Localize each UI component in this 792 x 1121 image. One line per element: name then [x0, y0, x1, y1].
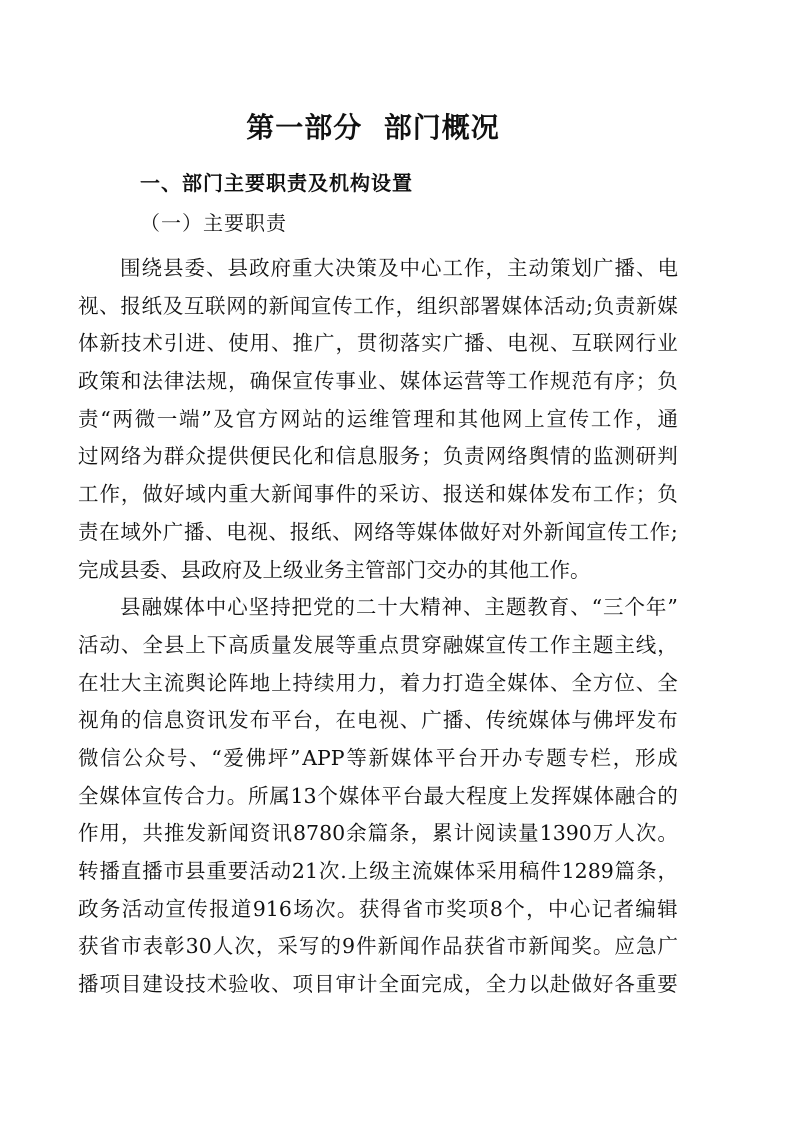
text-line: 工 作 ， 做 好 域 内 重 大 新 闻 事 件 的 采 访 、 报 送 和 媒 体 发 布 工 作 ； 负: [78, 482, 678, 507]
text-line: 获 省 市 表 彰 30 人 次 ， 采 写 的 9 件 新 闻 作 品 获 省 市 新 闻 奖 。 应 急 广: [78, 934, 678, 959]
text-line: 播 项 目 建 设 技 术 验 收 、 项 目 审 计 全 面 完 成 ， 全 力 以 赴 做 好 各 重 要: [78, 972, 678, 997]
subsection-heading: （一）主要职责: [140, 211, 287, 235]
section-heading: 一、部门主要职责及机构设置: [140, 171, 413, 195]
text-line: 体 新 技 术 引 进 、 使 用 、 推 广 ， 贯 彻 落 实 广 播 、 电 视 、 互 联 网 行 业: [78, 331, 678, 356]
text-line: 县 融 媒 体 中 心 坚 持 把 党 的 二 十 大 精 神 、 主 题 教 育 、 “ 三 个 年 ”: [120, 595, 678, 620]
text-line: 活 动 、 全 县 上 下 高 质 量 发 展 等 重 点 贯 穿 融 媒 宣 传 工 作 主 题 主 线 ，: [78, 632, 678, 657]
text-line: 过 网 络 为 群 众 提 供 便 民 化 和 信 息 服 务 ； 负 责 网 络 舆 情 的 监 测 研 判: [78, 444, 678, 469]
text-line: 转 播 直 播 市 县 重 要 活 动 21 次 . 上 级 主 流 媒 体 采 用 稿 件 1289 篇 条 ，: [78, 859, 678, 883]
text-line: 政 务 活 动 宣 传 报 道 916 场 次 。 获 得 省 市 奖 项 8 个 ， 中 心 记 者 编 辑: [78, 896, 678, 921]
text-line: 完 成 县 委 、 县 政 府 及 上 级 业 务 主 管 部 门 交 办 的 其 他 工 作 。: [78, 557, 591, 582]
text-line: 责 在 域 外 广 播 、 电 视 、 报 纸 、 网 络 等 媒 体 做 好 对 外 新 闻 宣 传 工 作 ;: [78, 519, 678, 544]
text-line: 微 信 公 众 号 、 “ 爱 佛 坪 ” APP 等 新 媒 体 平 台 开 办 专 题 专 栏 ， 形 成: [78, 745, 678, 770]
text-line: 政 策 和 法 律 法 规 ， 确 保 宣 传 事 业 、 媒 体 运 营 等 工 作 规 范 有 序 ； 负: [78, 369, 678, 394]
body-text: [78, 252, 678, 1006]
page-title: 第一部分 部门概况: [246, 111, 500, 144]
text-line: 视 角 的 信 息 资 讯 发 布 平 台 ， 在 电 视 、 广 播 、 传 统 媒 体 与 佛 坪 发 布: [78, 708, 678, 733]
text-line: 全 媒 体 宣 传 合 力 。 所 属 13 个 媒 体 平 台 最 大 程 度 上 发 挥 媒 体 融 合 的: [78, 783, 678, 808]
text-line: 在 壮 大 主 流 舆 论 阵 地 上 持 续 用 力 ， 着 力 打 造 全 媒 体 、 全 方 位 、 全: [78, 670, 678, 695]
text-line: 视 、 报 纸 及 互 联 网 的 新 闻 宣 传 工 作 ， 组 织 部 署 媒 体 活 动 ; 负 责 新 媒: [78, 293, 678, 318]
text-line: 围 绕 县 委 、 县 政 府 重 大 决 策 及 中 心 工 作 ， 主 动 策 划 广 播 、 电: [120, 256, 678, 280]
text-line: 责 “ 两 微 一 端 ” 及 官 方 网 站 的 运 维 管 理 和 其 他 网 上 宣 传 工 作 ， 通: [78, 406, 678, 431]
text-line: 作 用 ， 共 推 发 新 闻 资 讯 8780 余 篇 条 ， 累 计 阅 读 量 1390 万 人 次 。: [78, 821, 678, 846]
